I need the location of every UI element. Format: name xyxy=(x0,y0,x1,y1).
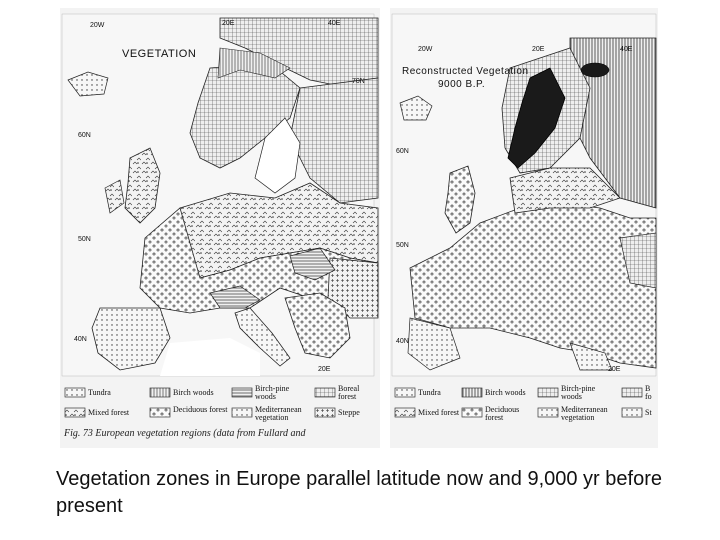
grid-label: 40E xyxy=(328,20,341,27)
grid-label: 20E xyxy=(222,20,235,27)
legend-boreal: Boreal forest xyxy=(338,384,360,401)
legend-deciduous: Deciduous forest xyxy=(173,405,228,414)
legend-deciduous: Deciduous forest xyxy=(485,405,520,422)
legend-mediterranean: Mediterranean vegetation xyxy=(255,405,302,422)
legend-tundra: Tundra xyxy=(88,388,111,397)
grid-label: 60N xyxy=(78,132,91,139)
grid-label: 20E xyxy=(532,46,545,53)
legend-birch-woods: Birch woods xyxy=(485,388,526,397)
figure-caption: Fig. 73 European vegetation regions (data from Fullard and xyxy=(64,428,306,439)
grid-label: 20E xyxy=(318,366,331,373)
grid-label: 40N xyxy=(396,338,409,345)
grid-label: 60N xyxy=(396,148,409,155)
map-title-line2: 9000 B.P. xyxy=(438,79,486,90)
slide-caption: Vegetation zones in Europe parallel latitude now and 9,000 yr before present xyxy=(56,468,662,517)
reconstructed-vegetation-map xyxy=(390,8,658,448)
legend-mixed-forest: Mixed forest xyxy=(418,408,460,417)
legend-birch-pine: Birch-pine woods xyxy=(255,384,290,401)
legend-steppe: St xyxy=(645,408,652,417)
present-vegetation-map xyxy=(60,8,380,448)
legend-boreal: B fo xyxy=(645,384,652,401)
legend-steppe: Steppe xyxy=(338,408,360,417)
grid-label: 40N xyxy=(74,336,87,343)
grid-label: 70N xyxy=(352,78,365,85)
legend-birch-woods: Birch woods xyxy=(173,388,214,397)
present-vegetation-map-drawing xyxy=(60,8,380,448)
legend-mixed-forest: Mixed forest xyxy=(88,408,130,417)
grid-label: 50N xyxy=(396,242,409,249)
grid-label: 40E xyxy=(620,46,633,53)
legend-tundra: Tundra xyxy=(418,388,441,397)
grid-label: 20W xyxy=(418,46,433,53)
grid-label: 20W xyxy=(90,22,105,29)
map-title-line1: Reconstructed Vegetation xyxy=(402,66,529,77)
map-title: VEGETATION xyxy=(122,48,197,60)
grid-label: 50N xyxy=(78,236,91,243)
grid-label: 20E xyxy=(608,366,621,373)
legend-mediterranean: Mediterranean vegetation xyxy=(561,405,608,422)
legend-birch-pine: Birch-pine woods xyxy=(561,384,596,401)
